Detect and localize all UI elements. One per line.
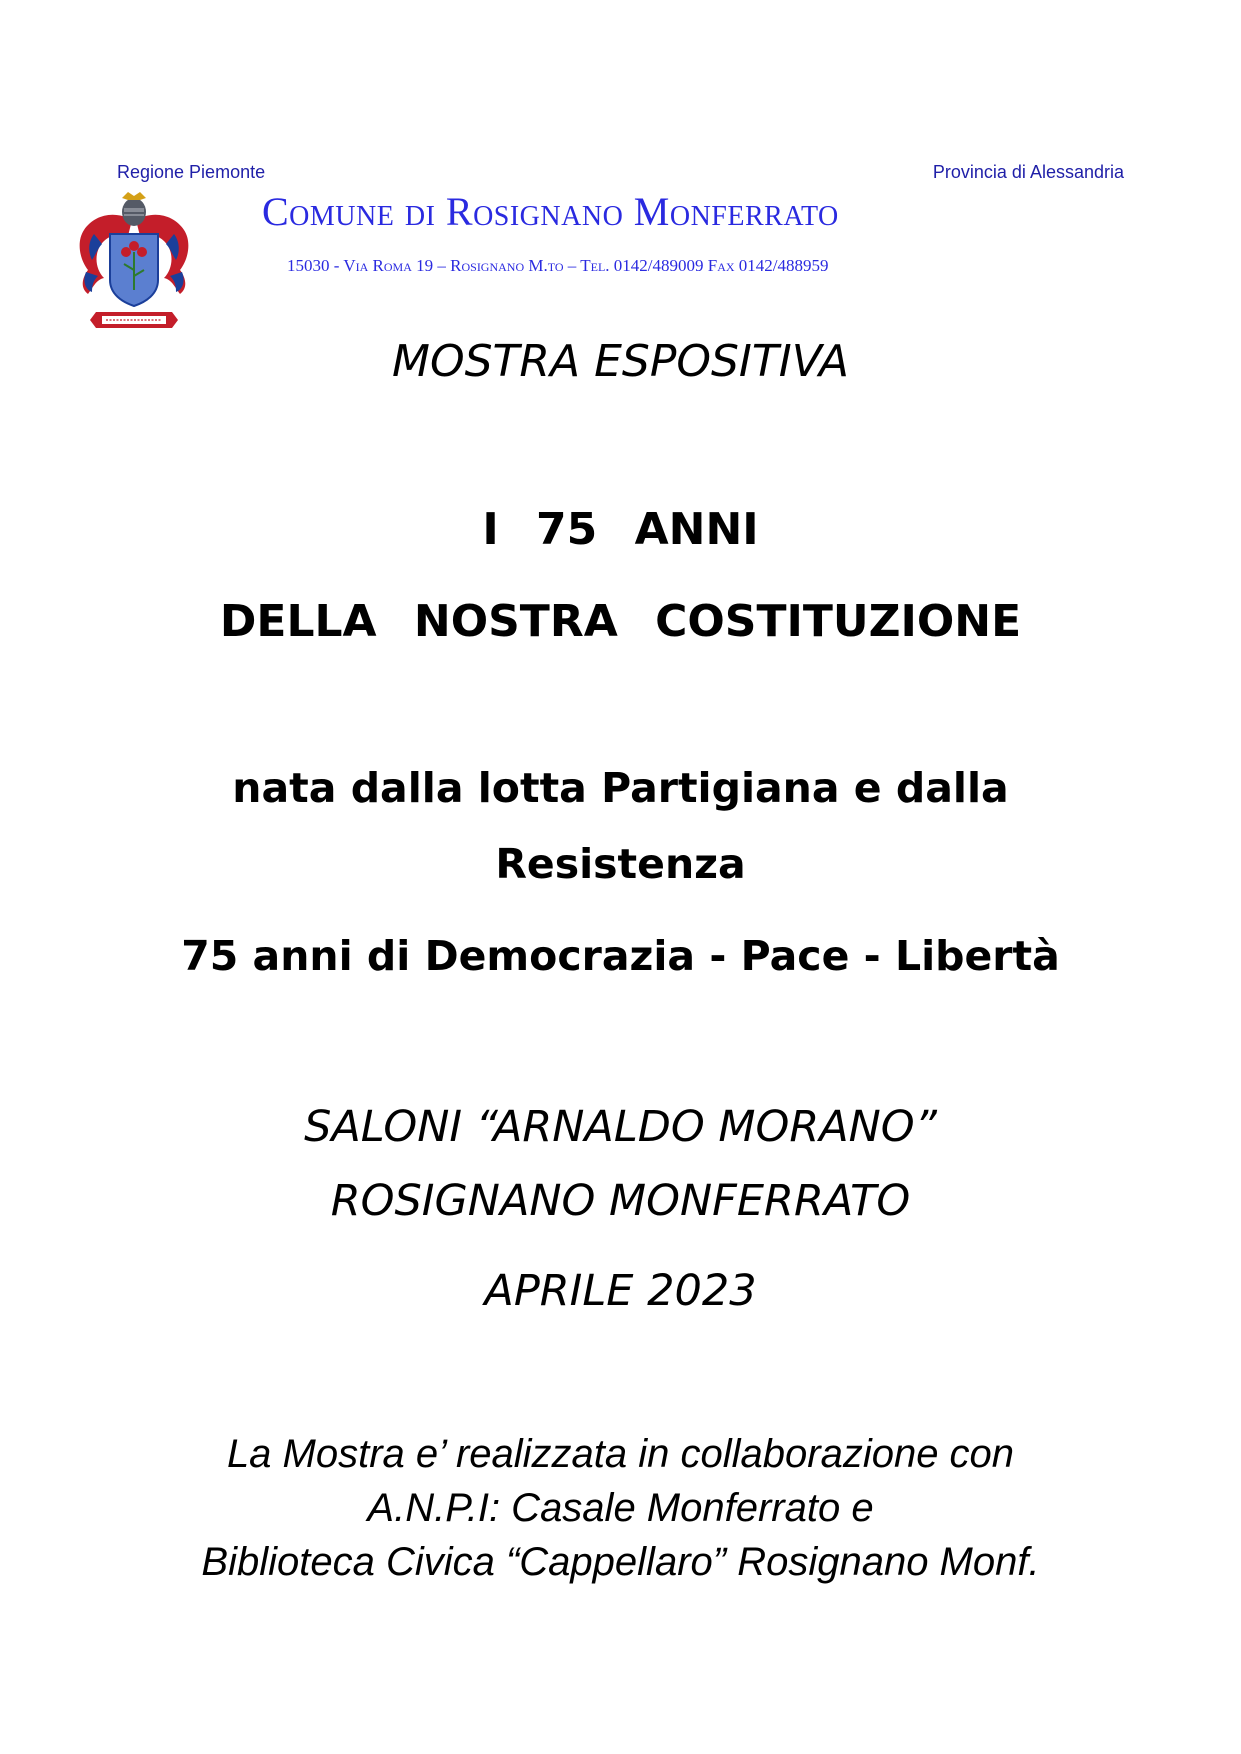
region-label: Regione Piemonte	[117, 162, 266, 182]
title-line-2: DELLA NOSTRA COSTITUZIONE	[219, 596, 1022, 647]
venue-line-1: SALONI “ARNALDO MORANO”	[304, 1102, 937, 1152]
coat-of-arms-icon	[74, 190, 194, 335]
comune-address: 15030 - Via Roma 19 – Rosignano M.to – Tel. 0142/489009 Fax 0142/488959	[287, 256, 829, 275]
province-label: Provincia di Alessandria	[932, 162, 1124, 182]
exhibit-type: MOSTRA ESPOSITIVA	[392, 336, 849, 387]
exhibit-date: APRILE 2023	[484, 1266, 757, 1316]
collaboration-line-1: La Mostra e’ realizzata in collaborazione con	[226, 1432, 1015, 1476]
subtitle-line-1: nata dalla lotta Partigiana e dalla	[232, 764, 1009, 812]
collaboration-line-3: Biblioteca Civica “Cappellaro” Rosignano Monf.	[201, 1540, 1040, 1584]
collaboration-line-2: A.N.P.I: Casale Monferrato e	[367, 1486, 874, 1530]
comune-title: Comune di Rosignano Monferrato	[262, 189, 839, 234]
title-line-1: I 75 ANNI	[482, 504, 759, 555]
venue-line-2: ROSIGNANO MONFERRATO	[330, 1176, 911, 1226]
subtitle-line-2: Resistenza	[495, 840, 746, 888]
subtitle-line-3: 75 anni di Democrazia - Pace - Libertà	[181, 932, 1060, 980]
